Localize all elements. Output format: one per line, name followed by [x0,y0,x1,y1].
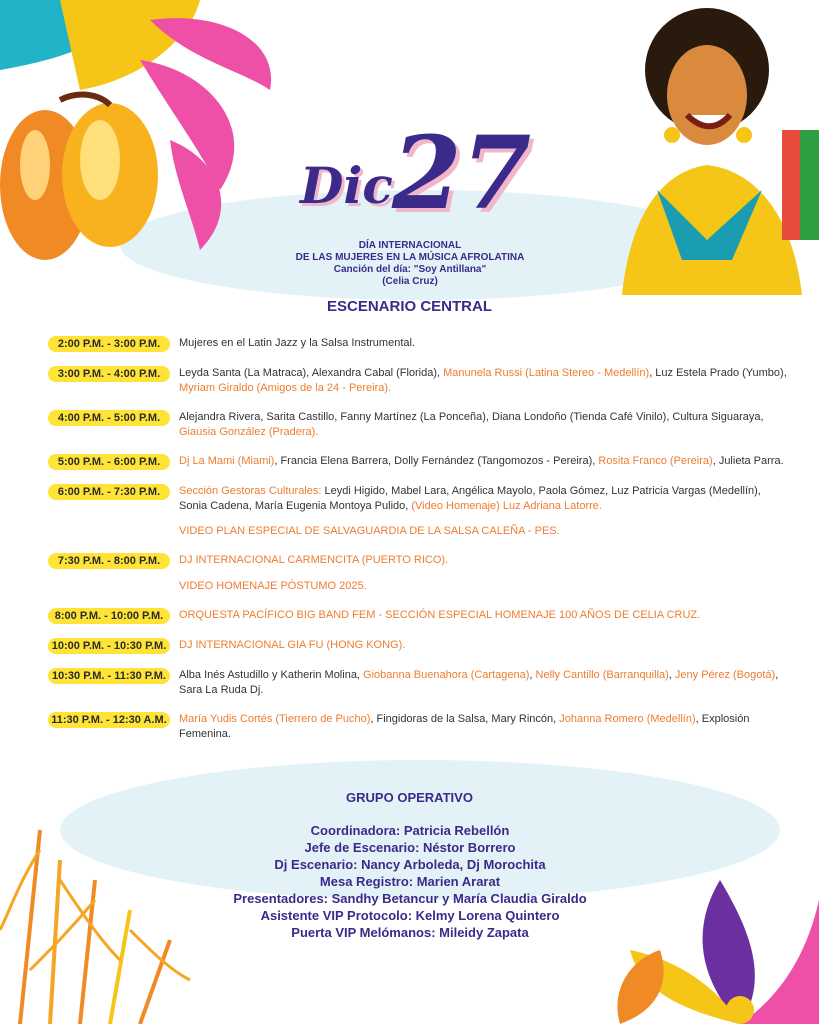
singer-portrait-illustration [612,0,819,295]
highlighted-performer: Dj La Mami (Miami) [179,455,275,467]
highlighted-performer: ORQUESTA PACÍFICO BIG BAND FEM - SECCIÓN ESPECIAL HOMENAJE 100 AÑOS DE CELIA CRUZ. [179,609,701,621]
performer-text: Alba Inés Astudillo y Katherin Molina, [179,669,364,681]
time-badge: 3:00 P.M. - 4:00 P.M. [48,366,170,382]
time-badge: 10:00 P.M. - 10:30 P.M. [48,638,170,654]
ops-item: Coordinadora: Patricia Rebellón [310,823,510,838]
ops-title: GRUPO OPERATIVO [346,790,473,805]
highlighted-performer: DJ INTERNACIONAL GIA FU (HONG KONG). [179,639,406,651]
special-note: VIDEO PLAN ESPECIAL DE SALVAGUARDIA DE LA SALSA CALEÑA - PES. [179,525,560,537]
performer-text: , [529,669,536,681]
schedule-row [48,454,788,470]
performers-text [179,608,788,624]
highlighted-performer: DJ INTERNACIONAL CARMENCITA (PUERTO RICO). [179,554,449,566]
mango-leaves-illustration [0,0,290,280]
highlighted-performer: Giausia González (Pradera). [179,426,319,438]
performer-text: Leyda Santa (La Matraca), Alexandra Cabal (Florida), [179,367,444,379]
day-number: 27 [392,114,532,232]
ops-item: Jefe de Escenario: Néstor Borrero [304,840,516,855]
performer-text: , Fingidoras de la Salsa, Mary Rincón, [370,713,560,725]
special-note: VIDEO HOMENAJE PÓSTUMO 2025. [179,580,367,592]
flower-illustration [600,840,819,1024]
time-badge: 10:30 P.M. - 11:30 P.M. [48,668,170,684]
schedule-row [48,410,788,440]
schedule-row [48,336,788,352]
performer-text: , [668,669,675,681]
highlighted-performer: Sección Gestoras Culturales: [179,485,322,497]
subtitle-line: (Celia Cruz) [382,276,438,287]
ops-item: Puerta VIP Melómanos: Mileidy Zapata [291,925,529,940]
event-subtitle [250,240,570,288]
ops-item: Asistente VIP Protocolo: Kelmy Lorena Quintero [260,908,560,923]
performer-text: , Luz Estela Prado (Yumbo), [649,367,787,379]
date-heading [300,114,532,238]
performer-text: Mujeres en el Latin Jazz y la Salsa Instrumental. [179,337,416,349]
time-badge: 6:00 P.M. - 7:30 P.M. [48,484,170,500]
stage-title: ESCENARIO CENTRAL [326,298,492,315]
highlighted-performer: Nelly Cantillo (Barranquilla) [535,669,669,681]
highlighted-performer: Rosita Franco (Pereira) [598,455,713,467]
performers-text [179,410,788,440]
performers-text [179,553,788,569]
schedule-row [48,553,788,569]
schedule-row [48,668,788,698]
month-label: Dic [300,156,393,215]
performers-text [179,638,788,654]
sugarcane-illustration [0,820,200,1024]
highlighted-performer: Manunela Russi (Latina Stereo - Medellín) [443,367,650,379]
performers-text [179,668,788,698]
schedule-row [48,608,788,624]
performer-text: , Explosión Femenina. [179,713,750,740]
subtitle-line: Canción del día: "Soy Antillana" [333,264,487,275]
performer-text: , Julieta Parra. [712,455,784,467]
performers-text [179,366,788,396]
time-badge: 11:30 P.M. - 12:30 A.M. [48,712,170,728]
performers-text [179,484,788,514]
highlighted-performer: Johanna Romero (Medellín) [559,713,696,725]
time-badge: 4:00 P.M. - 5:00 P.M. [48,410,170,426]
performer-text: Alejandra Rivera, Sarita Castillo, Fanny Martínez (La Ponceña), Diana Londoño (Tienda Café Vinilo), Cultura Siguaraya, [179,411,764,423]
schedule-row [48,712,788,742]
time-badge: 8:00 P.M. - 10:00 P.M. [48,608,170,624]
time-badge: 7:30 P.M. - 8:00 P.M. [48,553,170,569]
ops-list [150,822,670,941]
performer-text: , Francia Elena Barrera, Dolly Fernández (Tangomozos - Pereira), [274,455,599,467]
performers-text [179,454,788,470]
performers-text [179,336,788,352]
time-badge: 5:00 P.M. - 6:00 P.M. [48,454,170,470]
performer-text: Leydi Higido, Mabel Lara, Angélica Mayolo, Paola Gómez, Luz Patricia Vargas (Medellín), Sonia Cadena, María Eugenia Montoya Pulido, [179,485,761,512]
schedule-list [48,336,788,756]
ops-item: Mesa Registro: Marien Ararat [319,874,501,889]
performers-text [179,712,788,742]
schedule-row [48,484,788,514]
ops-item: Dj Escenario: Nancy Arboleda, Dj Morochita [274,857,546,872]
schedule-row [48,366,788,396]
performer-text: , Sara La Ruda Dj. [179,669,779,696]
highlighted-performer: (Video Homenaje) Luz Adriana Latorre. [411,500,602,512]
subtitle-line: DÍA INTERNACIONAL [358,240,462,251]
ops-item: Presentadores: Sandhy Betancur y María Claudia Giraldo [233,891,587,906]
highlighted-performer: Myriam Giraldo (Amigos de la 24 - Pereira). [179,382,392,394]
highlighted-performer: Giobanna Buenahora (Cartagena) [363,669,530,681]
highlighted-performer: Jeny Pérez (Bogotá) [674,669,776,681]
time-badge: 2:00 P.M. - 3:00 P.M. [48,336,170,352]
subtitle-line: DE LAS MUJERES EN LA MÚSICA AFROLATINA [295,252,525,263]
schedule-row [48,638,788,654]
highlighted-performer: María Yudis Cortés (Tierrero de Pucho) [179,713,371,725]
